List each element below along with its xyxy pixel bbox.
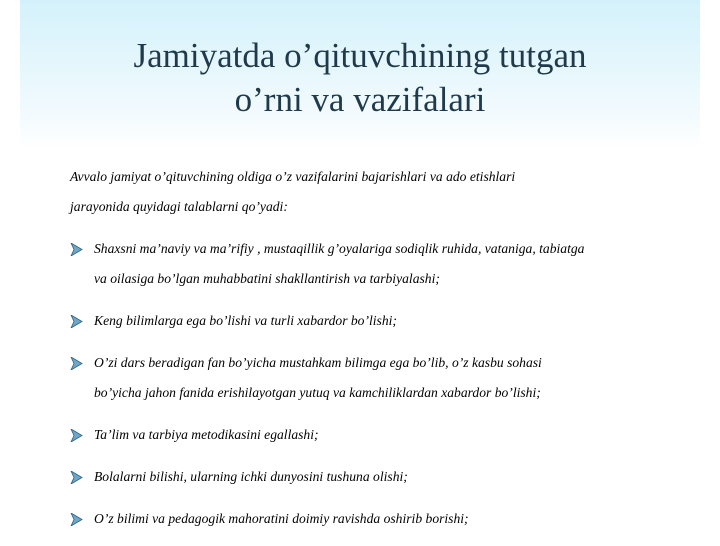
list-item-line: Bolalarni bilishi, ularning ichki dunyosini tushuna olishi; [94,469,408,484]
list-item [70,462,700,492]
slide-title [20,34,700,122]
list-item-line: O’zi dars beradigan fan bo’yicha mustahkam bilimga ega bo’lib, o’z kasbu sohasi [94,355,542,370]
intro-line: jarayonida quyidagi talablarni qo’yadi: [70,199,288,214]
arrowhead-bullet-icon [70,315,83,328]
arrowhead-bullet-icon [70,243,83,256]
requirements-list [70,234,700,534]
intro-paragraph [70,162,700,222]
list-item [70,234,700,294]
list-item [70,420,700,450]
arrowhead-bullet-icon [70,429,83,442]
slide-body [70,162,700,546]
intro-line: Avvalo jamiyat o’qituvchining oldiga o’z vazifalarini bajarishlari va ado etishlari [70,169,516,184]
list-item-line: O’z bilimi va pedagogik mahoratini doimiy ravishda oshirib borishi; [94,511,469,526]
list-item-line: va oilasiga bo’lgan muhabbatini shakllantirish va tarbiyalashi; [94,271,440,286]
list-item-line: Ta’lim va tarbiya metodikasini egallashi; [94,427,319,442]
slide-title-line: Jamiyatda o’qituvchining tutgan [133,36,587,75]
list-item-line: Shaxsni ma’naviy va ma’rifiy , mustaqillik g’oyalariga sodiqlik ruhida, vataniga, tabiatga [94,241,585,256]
list-item [70,348,700,408]
arrowhead-bullet-icon [70,513,83,526]
list-item [70,504,700,534]
list-item-line: bo’yicha jahon fanida erishilayotgan yutuq va kamchiliklardan xabardor bo’lishi; [94,385,541,400]
list-item-line: Keng bilimlarga ega bo’lishi va turli xabardor bo’lishi; [94,313,397,328]
slide-title-line: o’rni va vazifalari [234,80,486,119]
list-item [70,306,700,336]
arrowhead-bullet-icon [70,471,83,484]
arrowhead-bullet-icon [70,357,83,370]
